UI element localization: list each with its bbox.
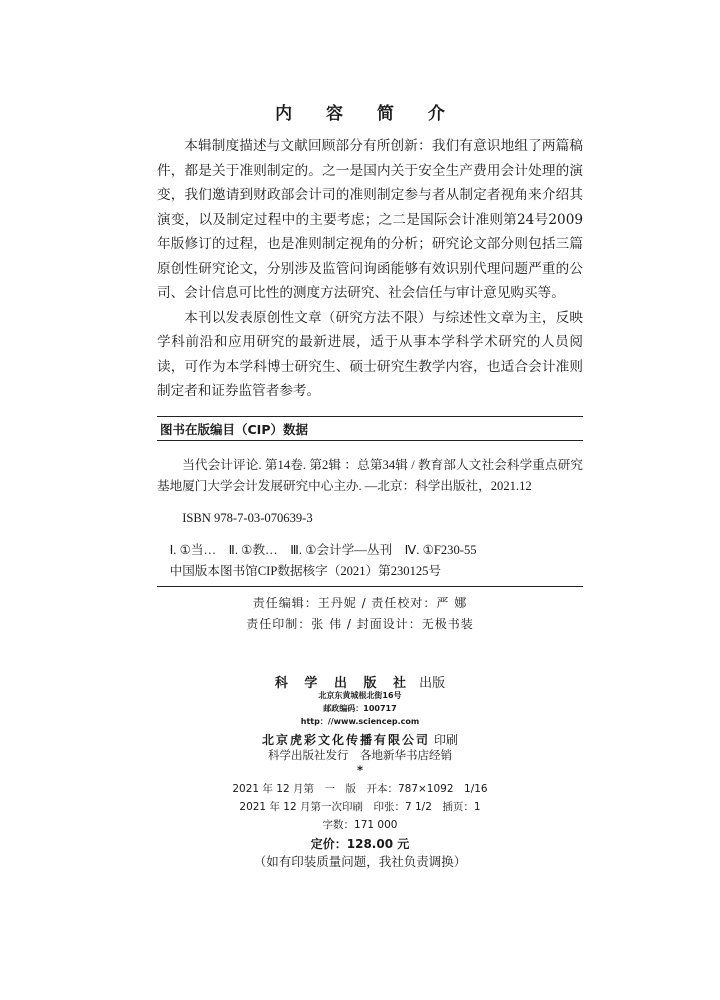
price-line	[0, 833, 720, 852]
word-count: 字数：171 000	[322, 819, 398, 831]
cip-heading: 图书在版编目（CIP）数据	[160, 422, 308, 437]
publisher-suffix: 出版	[419, 676, 446, 691]
staff-line-1: 责任编辑：王丹妮 / 责任校对：严 娜	[252, 596, 468, 610]
staff-line-2: 责任印制：张 伟 / 封面设计：无极书装	[246, 617, 474, 631]
cip-bottom-rule	[157, 586, 583, 587]
price-value: 128.00 元	[346, 837, 410, 851]
printer-name: 北京虎彩文化传播有限公司	[261, 733, 430, 747]
edition-line-1: 2021 年 12 月第 一 版 开本：787×1092 1/16	[232, 783, 488, 795]
cip-isbn: ISBN 978-7-03-070639-3	[182, 511, 313, 525]
cip-record: 中国版本图书馆CIP数据核字（2021）第230125号	[169, 564, 442, 578]
distribution-line: 科学出版社发行 各地新华书店经销	[268, 748, 452, 762]
publisher-address: 北京东黄城根北街16号	[318, 691, 402, 700]
summary-section	[157, 134, 583, 404]
publisher-url: http：//www.sciencep.com	[300, 717, 420, 726]
page-title: 内 容 简 介	[275, 104, 459, 124]
cip-block	[157, 455, 583, 582]
printer-line	[0, 729, 720, 748]
cip-subjects: Ⅰ. ①当… Ⅱ. ①教… Ⅲ. ①会计学—丛刊 Ⅳ. ①F230-55	[169, 543, 477, 557]
publisher-name: 科 学 出 版 社	[274, 676, 412, 691]
publisher-line	[0, 672, 720, 691]
cip-top-rule	[157, 416, 583, 417]
cip-heading-rule	[157, 440, 583, 441]
publisher-postcode: 邮政编码：100717	[323, 704, 397, 713]
edition-line-2: 2021 年 12 月第一次印刷 印张：7 1/2 插页：1	[239, 801, 481, 813]
printer-suffix: 印刷	[434, 733, 459, 747]
cip-entry: 当代会计评论. 第14卷. 第2辑 ：总第34辑 / 教育部人文社会科学重点研究基地厦门大学会计发展研究中心主办. —北京：科学出版社，2021.12	[157, 458, 583, 493]
price-label: 定价：	[310, 837, 347, 851]
separator-star: *	[356, 763, 363, 777]
summary-paragraph-2: 本刊以发表原创性文章（研究方法不限）与综述性文章为主，反映学科前沿和应用研究的最新进展，适于从事本学科学术研究的人员阅读，可作为本学科博士研究生、硕士研究生教学内容，也适合会计准则制定者和证券监管者参考。	[157, 309, 583, 399]
quality-notice: （如有印装质量问题，我社负责调换）	[253, 854, 467, 869]
summary-paragraph-1: 本辑制度描述与文献回顾部分有所创新：我们有意识地组了两篇稿件，都是关于准则制定的。之一是国内关于安全生产费用会计处理的演变，我们邀请到财政部会计司的准则制定参与者从制定者视角来介绍其演变，以及制定过程中的主要考虑；之二是国际会计准则第24号2009年版修订的过程，也是准则制定视角的分析；研究论文部分则包括三篇原创性研究论文，分别涉及监管问询函能够有效识别代理问题严重的公司、会计信息可比性的测度方法研究、社会信任与审计意见购买等。	[157, 138, 583, 301]
